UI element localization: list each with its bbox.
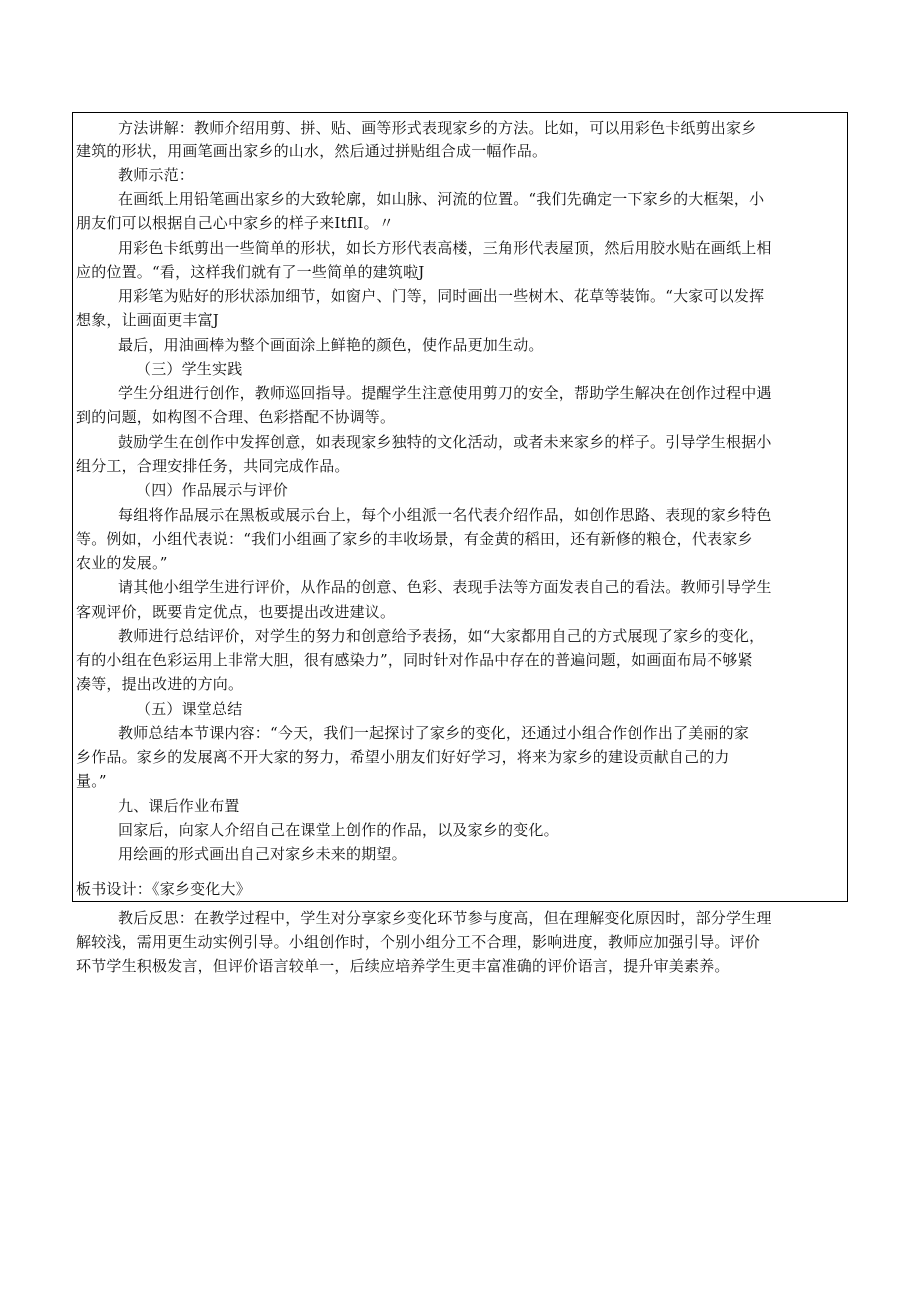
text-line: 建筑的形状，用画笔画出家乡的山水，然后通过拼贴组合成一幅作品。 [76, 142, 548, 160]
text-line: 回家后，向家人介绍自己在课堂上创作的作品，以及家乡的变化。 [118, 821, 559, 839]
text-line: 农业的发展。” [76, 554, 168, 572]
text-line: 凑等，提出改进的方向。 [76, 675, 244, 693]
text-line: 最后，用油画棒为整个画面涂上鲜艳的颜色，使作品更加生动。 [118, 336, 544, 354]
text-line: 朋友们可以根据自己心中家乡的样子来ItflI。〃 [76, 214, 395, 232]
section-heading: （三）学生实践 [136, 360, 243, 378]
text-line: 鼓励学生在创作中发挥创意，如表现家乡独特的文化活动，或者未来家乡的样子。引导学生根据小 [118, 433, 772, 451]
text-line: 应的位置。“看，这样我们就有了一些简单的建筑啦J [76, 263, 425, 281]
text-line: 有的小组在色彩运用上非常大胆，很有感染力”，同时针对作品中存在的普遍问题，如画面布局不够紧 [76, 651, 753, 669]
section-heading: 九、课后作业布置 [118, 797, 240, 815]
reflection-line: 环节学生积极发言，但评价语言较单一，后续应培养学生更丰富准确的评价语言，提升审美素养。 [76, 957, 730, 975]
reflection-line: 解较浅，需用更生动实例引导。小组创作时，个别小组分工不合理，影响进度，教师应加强引导。评价 [76, 933, 761, 951]
text-line: 用彩色卡纸剪出一些简单的形状，如长方形代表高楼，三角形代表屋顶，然后用胶水贴在画纸上相 [118, 239, 772, 257]
text-line: 等。例如，小组代表说：“我们小组画了家乡的丰收场景，有金黄的稻田，还有新修的粮仓，代表家乡 [76, 530, 753, 548]
text-line: 方法讲解：教师介绍用剪、拼、贴、画等形式表现家乡的方法。比如，可以用彩色卡纸剪出家乡 [118, 119, 757, 137]
text-line: 想象，让画面更丰富J [76, 311, 220, 329]
text-line: 用彩笔为贴好的形状添加细节，如窗户、门等，同时画出一些树木、花草等装饰。“大家可以发挥 [118, 287, 765, 305]
board-design: 板书设计：《家乡变化大》 [76, 880, 251, 898]
text-line: 客观评价，既要肯定优点，也要提出改进建议。 [76, 603, 396, 621]
text-line: 请其他小组学生进行评价，从作品的创意、色彩、表现手法等方面发表自己的看法。教师引导学生 [118, 578, 772, 596]
text-line: 用绘画的形式画出自己对家乡未来的期望。 [118, 845, 407, 863]
reflection-line: 教后反思：在教学过程中，学生对分享家乡变化环节参与度高，但在理解变化原因时，部分学生理 [118, 909, 772, 927]
text-line: 教师示范： [118, 166, 195, 184]
section-heading: （四）作品展示与评价 [136, 481, 289, 499]
text-line: 乡作品。家乡的发展离不开大家的努力，希望小朋友们好好学习，将来为家乡的建设贡献自己的力 [76, 748, 730, 766]
text-line: 量。” [76, 772, 107, 790]
text-line: 到的问题，如构图不合理、色彩搭配不协调等。 [76, 408, 396, 426]
text-line: 组分工，合理安排任务，共同完成作品。 [76, 457, 350, 475]
text-line: 每组将作品展示在黑板或展示台上，每个小组派一名代表介绍作品，如创作思路、表现的家乡特色 [118, 506, 772, 524]
text-line: 在画纸上用铅笔画出家乡的大致轮廓，如山脉、河流的位置。“我们先确定一下家乡的大框架，小 [118, 190, 765, 208]
section-heading: （五）课堂总结 [136, 700, 243, 718]
text-line: 教师进行总结评价，对学生的努力和创意给予表扬，如“大家都用自己的方式展现了家乡的变化， [118, 627, 765, 645]
text-line: 学生分组进行创作，教师巡回指导。提醒学生注意使用剪刀的安全，帮助学生解决在创作过程中遇 [118, 384, 772, 402]
text-line: 教师总结本节课内容：“今天，我们一起探讨了家乡的变化，还通过小组合作创作出了美丽的家 [118, 724, 750, 742]
